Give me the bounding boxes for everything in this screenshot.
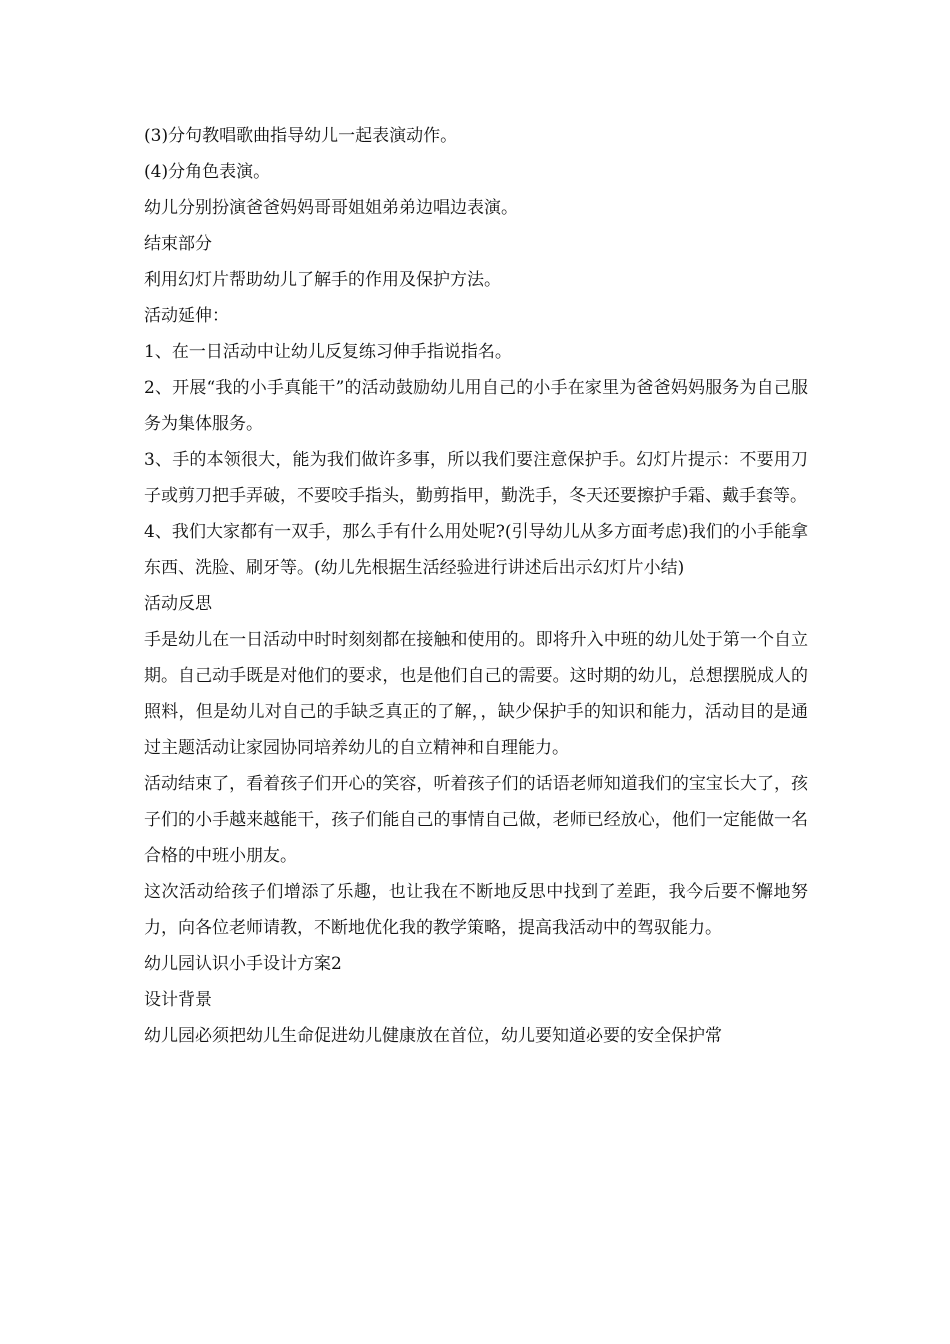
section-heading-reflection: 活动反思 xyxy=(144,594,212,614)
paragraph-reflection-1: 手是幼儿在一日活动中时时刻刻都在接触和使用的。即将升入中班的幼儿处于第一个自立期。自己动手既是对他们的要求，也是他们自己的需要。这时期的幼儿，总想摆脱成人的照料，但是幼儿对自己的手缺乏真正的了解，，缺少保护手的知识和能力，活动目的是通过主题活动让家园协同培养幼儿的自立精神和自理能力。 xyxy=(144,630,808,758)
document-title-2: 幼儿园认识小手设计方案2 xyxy=(144,954,342,974)
paragraph-slides: 利用幻灯片帮助幼儿了解手的作用及保护方法。 xyxy=(144,270,501,290)
section-heading-extension: 活动延伸： xyxy=(144,306,229,326)
list-item-2: 2、开展“我的小手真能干”的活动鼓励幼儿用自己的小手在家里为爸爸妈妈服务为自己服务为集体服务。 xyxy=(144,378,808,434)
list-item-4: 4、我们大家都有一双手，那么手有什么用处呢?(引导幼儿从多方面考虑)我们的小手能拿东西、洗脸、刷牙等。(幼儿先根据生活经验进行讲述后出示幻灯片小结) xyxy=(144,522,808,578)
list-item-1: 1、在一日活动中让幼儿反复练习伸手指说指名。 xyxy=(144,342,512,362)
paragraph-role-play: 幼儿分别扮演爸爸妈妈哥哥姐姐弟弟边唱边表演。 xyxy=(144,198,518,218)
section-heading-ending: 结束部分 xyxy=(144,234,212,254)
paragraph-step-4: (4)分角色表演。 xyxy=(144,162,271,182)
paragraph-background: 幼儿园必须把幼儿生命促进幼儿健康放在首位，幼儿要知道必要的安全保护常 xyxy=(144,1026,722,1046)
paragraph-reflection-2: 活动结束了，看着孩子们开心的笑容，听着孩子们的话语老师知道我们的宝宝长大了，孩子们的小手越来越能干，孩子们能自己的事情自己做，老师已经放心，他们一定能做一名合格的中班小朋友。 xyxy=(144,774,808,866)
list-item-3: 3、手的本领很大，能为我们做许多事，所以我们要注意保护手。幻灯片提示：不要用刀子或剪刀把手弄破，不要咬手指头，勤剪指甲，勤洗手，冬天还要擦护手霜、戴手套等。 xyxy=(144,450,808,506)
document-body xyxy=(144,118,808,1054)
section-heading-background: 设计背景 xyxy=(144,990,212,1010)
paragraph-reflection-3: 这次活动给孩子们增添了乐趣，也让我在不断地反思中找到了差距，我今后要不懈地努力，向各位老师请教，不断地优化我的教学策略，提高我活动中的驾驭能力。 xyxy=(144,882,808,938)
paragraph-step-3: (3)分句教唱歌曲指导幼儿一起表演动作。 xyxy=(144,126,458,146)
